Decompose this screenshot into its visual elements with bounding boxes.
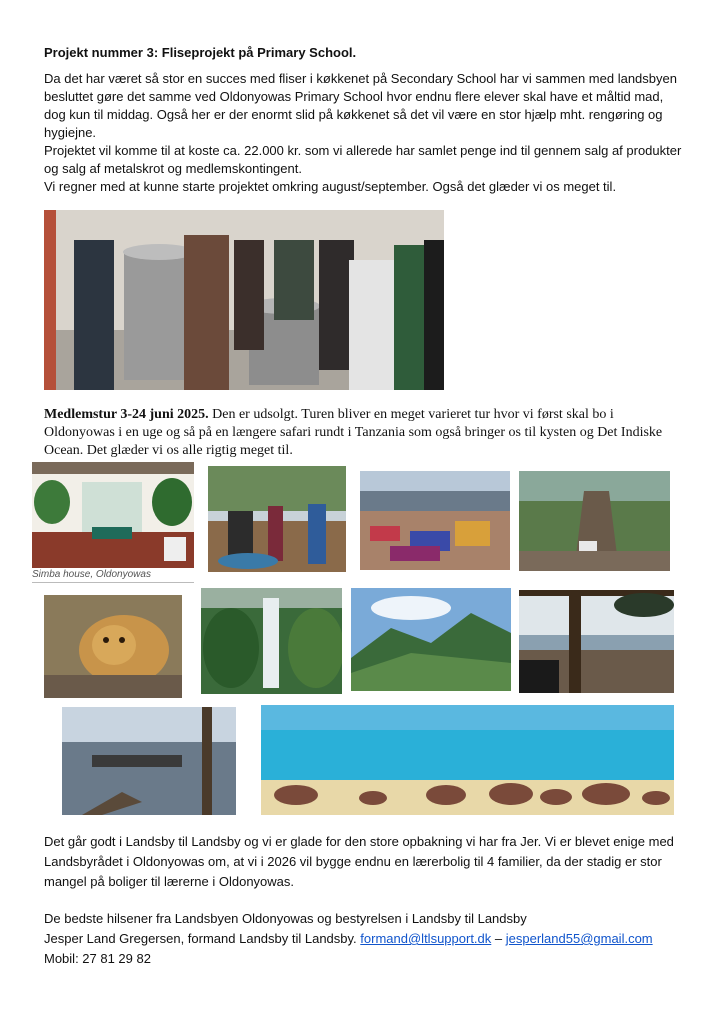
project-section: [44, 44, 684, 196]
email-link-formand[interactable]: formand@ltlsupport.dk: [360, 931, 492, 946]
closing-section: [44, 832, 684, 968]
email-link-jesperland[interactable]: jesperland55@gmail.com: [505, 931, 653, 946]
market-women-photo: [208, 466, 346, 572]
lion-photo: [44, 595, 182, 698]
project-paragraph-1: Da det har været så stor en succes med fliser i køkkenet på Secondary School har vi sammen med landsbyen besluttet gøre det samme ved Oldonyowas Primary School hvor endnu flere elever skal have et måltid mad, dog kun til middag. Også her er der enormt slid på køkkenet så det vil være en stor hjælp mht. rengøring og hygiejne.: [44, 71, 677, 140]
textile-market-photo: [360, 471, 510, 570]
project-paragraph-2: Projektet vil komme til at koste ca. 22.000 kr. som vi allerede har samlet penge ind til gennem salg af produkter og salg af metalskrot og medlemskontingent.: [44, 143, 682, 176]
membership-heading: Medlemstur 3-24 juni 2025.: [44, 407, 209, 422]
signature-line: [44, 930, 684, 948]
title-prefix: Projekt nummer: [44, 45, 147, 60]
mobile-line: Mobil: 27 81 29 82: [44, 951, 151, 966]
title-number: 3: [146, 45, 154, 60]
project-title: [44, 44, 684, 62]
greeting-line: De bedste hilsener fra Landsbyen Oldonyowas og bestyrelsen i Landsby til Landsby: [44, 911, 527, 926]
membership-text: Den er udsolgt. Turen bliver en meget varieret tur hvor vi først skal bo i Oldonyowas i en uge og så på en længere safari rundt i Tanzania som også bringer os til kysten og Det Indiske Ocean. Det glæder vi os alle rigtig meget til.: [44, 407, 663, 458]
simba-house-photo: [32, 462, 194, 568]
signature-text: Jesper Land Gregersen, formand Landsby til Landsby.: [44, 931, 357, 946]
fishing-boat-photo: [62, 707, 236, 815]
simba-house-caption: Simba house, Oldonyowas: [32, 569, 194, 583]
email-separator: –: [491, 931, 506, 946]
membership-paragraph: [44, 406, 684, 460]
beach-terrace-photo: [519, 590, 674, 693]
elephants-beach-photo: [261, 705, 674, 815]
title-suffix: : Fliseprojekt på Primary School.: [153, 45, 357, 60]
project-paragraph-3: Vi regner med at kunne starte projektet omkring august/september. Også det glæder vi os meget til.: [44, 179, 617, 194]
membership-trip-section: [44, 406, 684, 460]
waterfall-photo: [201, 588, 342, 694]
kitchen-group-photo: [44, 210, 444, 390]
closing-paragraph: Det går godt i Landsby til Landsby og vi er glade for den store opbakning vi har fra Jer. Vi er blevet enige med Landsbyrådet i Oldonyowas om, at vi i 2026 vil bygge endnu en lærerbolig til 4 familier, da der stadig er stor mangel på boliger til lærerne i Oldonyowas.: [44, 834, 674, 889]
mountain-valley-photo: [351, 588, 511, 691]
baobab-tree-photo: [519, 471, 670, 571]
